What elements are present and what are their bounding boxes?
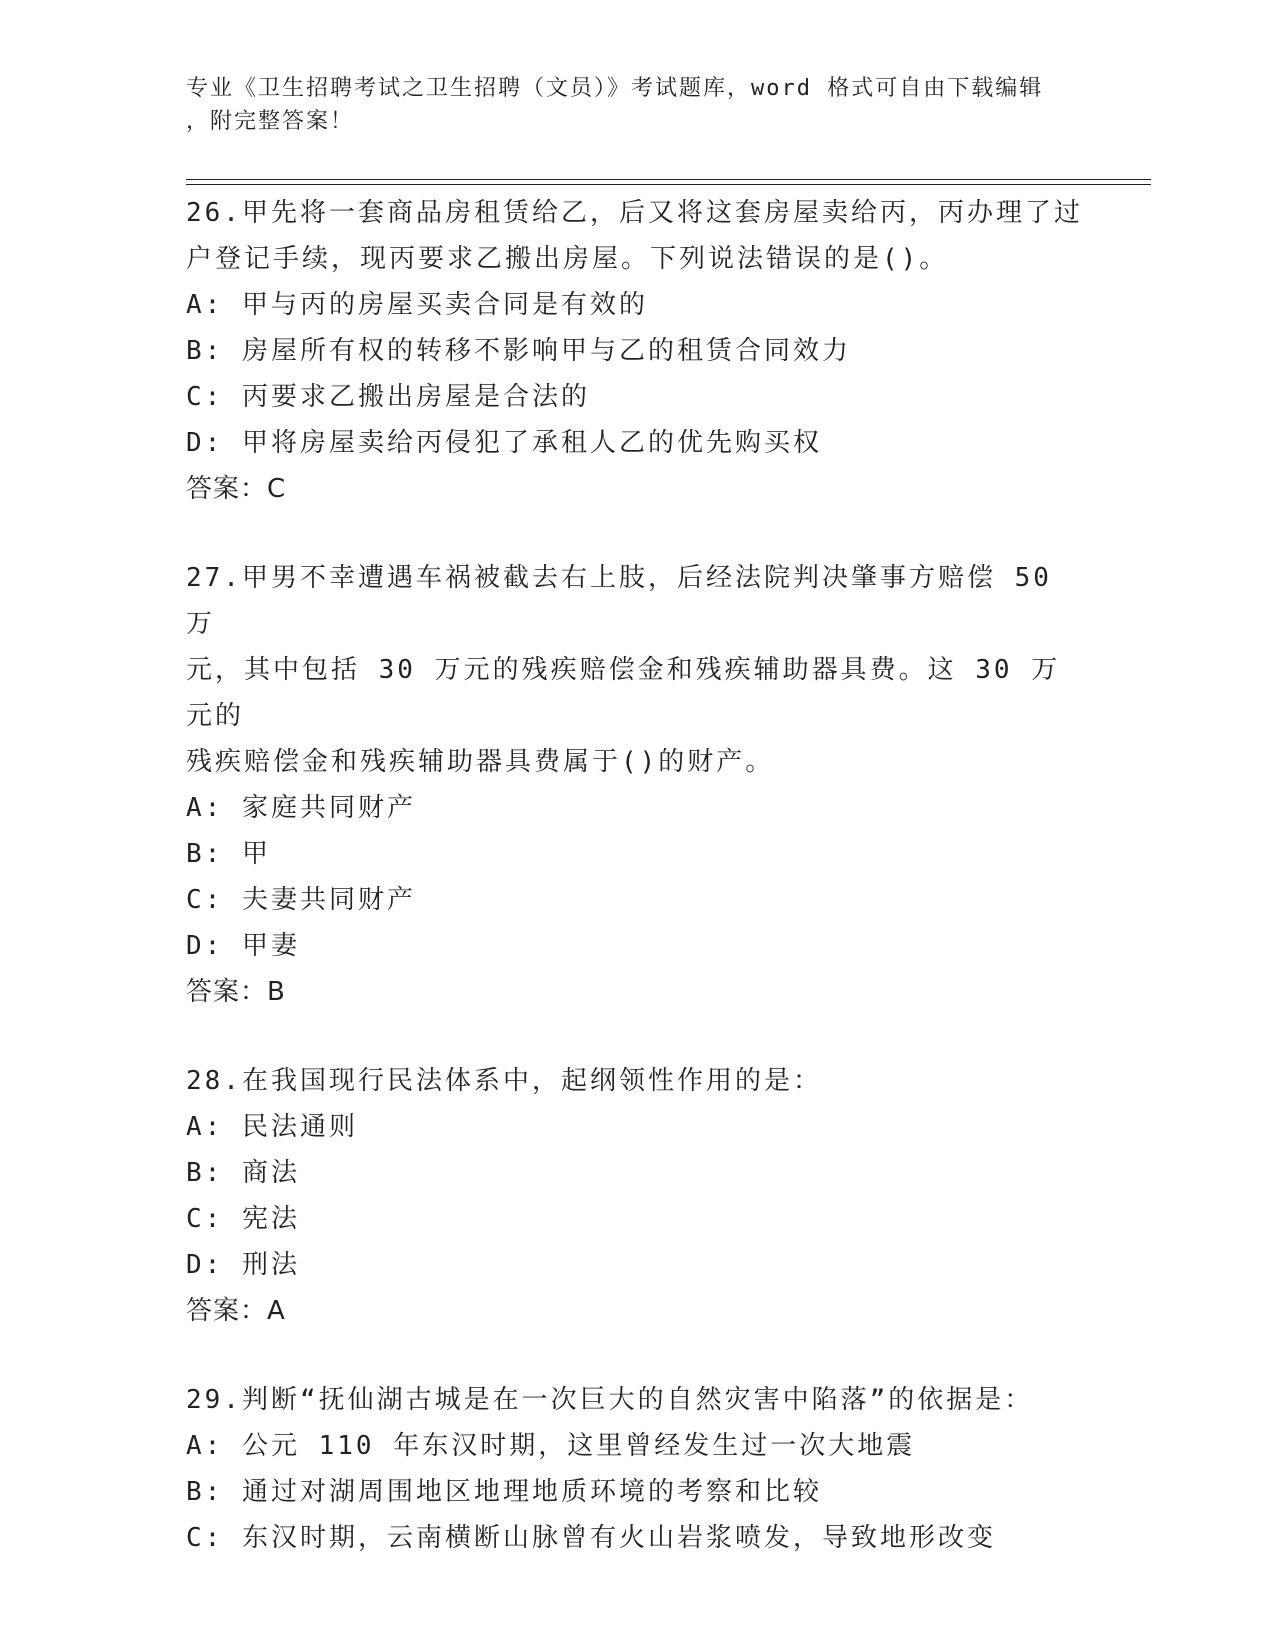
question-text-line: 元，其中包括 30 万元的残疾赔偿金和残疾辅助器具费。这 30 万元的 [186,655,1061,731]
option-b: B: 通过对湖周围地区地理地质环境的考察和比较 [186,1477,822,1507]
question-text-line: 26.甲先将一套商品房租赁给乙，后又将这套房屋卖给丙，丙办理了过 [186,198,1083,228]
question-text [186,555,1086,785]
question-27 [186,555,1086,1015]
option-b: B: 商法 [186,1158,300,1188]
question-list [186,190,1086,1604]
option-a: A: 家庭共同财产 [186,793,416,823]
option-a: A: 民法通则 [186,1112,358,1142]
option-d: D: 甲将房屋卖给丙侵犯了承租人乙的优先购买权 [186,428,822,458]
question-text-line: 户登记手续，现丙要求乙搬出房屋。下列说法错误的是()。 [186,244,949,274]
option-c: C: 宪法 [186,1204,300,1234]
option-c: C: 夫妻共同财产 [186,885,416,915]
option-b: B: 甲 [186,839,271,869]
question-29 [186,1377,1086,1561]
option-c: C: 东汉时期，云南横断山脉曾有火山岩浆喷发，导致地形改变 [186,1523,996,1553]
option-c: C: 丙要求乙搬出房屋是合法的 [186,382,590,412]
question-text [186,1058,1086,1104]
question-text [186,190,1086,282]
option-a: A: 甲与丙的房屋买卖合同是有效的 [186,290,648,320]
option-d: D: 刑法 [186,1250,300,1280]
document-header [186,72,1086,138]
header-divider-top [186,179,1151,180]
question-text-line: 27.甲男不幸遭遇车祸被截去右上肢，后经法院判决肇事方赔偿 50 万 [186,563,1071,639]
question-26 [186,190,1086,512]
question-text [186,1377,1086,1423]
header-divider-bottom [186,184,1151,185]
option-b: B: 房屋所有权的转移不影响甲与乙的租赁合同效力 [186,336,851,366]
header-line-1: 专业《卫生招聘考试之卫生招聘（文员）》考试题库，word 格式可自由下载编辑 [186,76,1044,101]
answer-label: 答案：A [186,1296,286,1326]
question-text-line: 29.判断“抚仙湖古城是在一次巨大的自然灾害中陷落”的依据是： [186,1385,1034,1415]
header-line-2: ，附完整答案！ [186,109,355,134]
question-28 [186,1058,1086,1334]
question-text-line: 28.在我国现行民法体系中，起纲领性作用的是： [186,1066,822,1096]
answer-label: 答案：B [186,977,286,1007]
answer-label: 答案：C [186,474,287,504]
option-d: D: 甲妻 [186,931,300,961]
question-text-line: 残疾赔偿金和残疾辅助器具费属于()的财产。 [186,747,775,777]
option-a: A: 公元 110 年东汉时期，这里曾经发生过一次大地震 [186,1431,916,1461]
